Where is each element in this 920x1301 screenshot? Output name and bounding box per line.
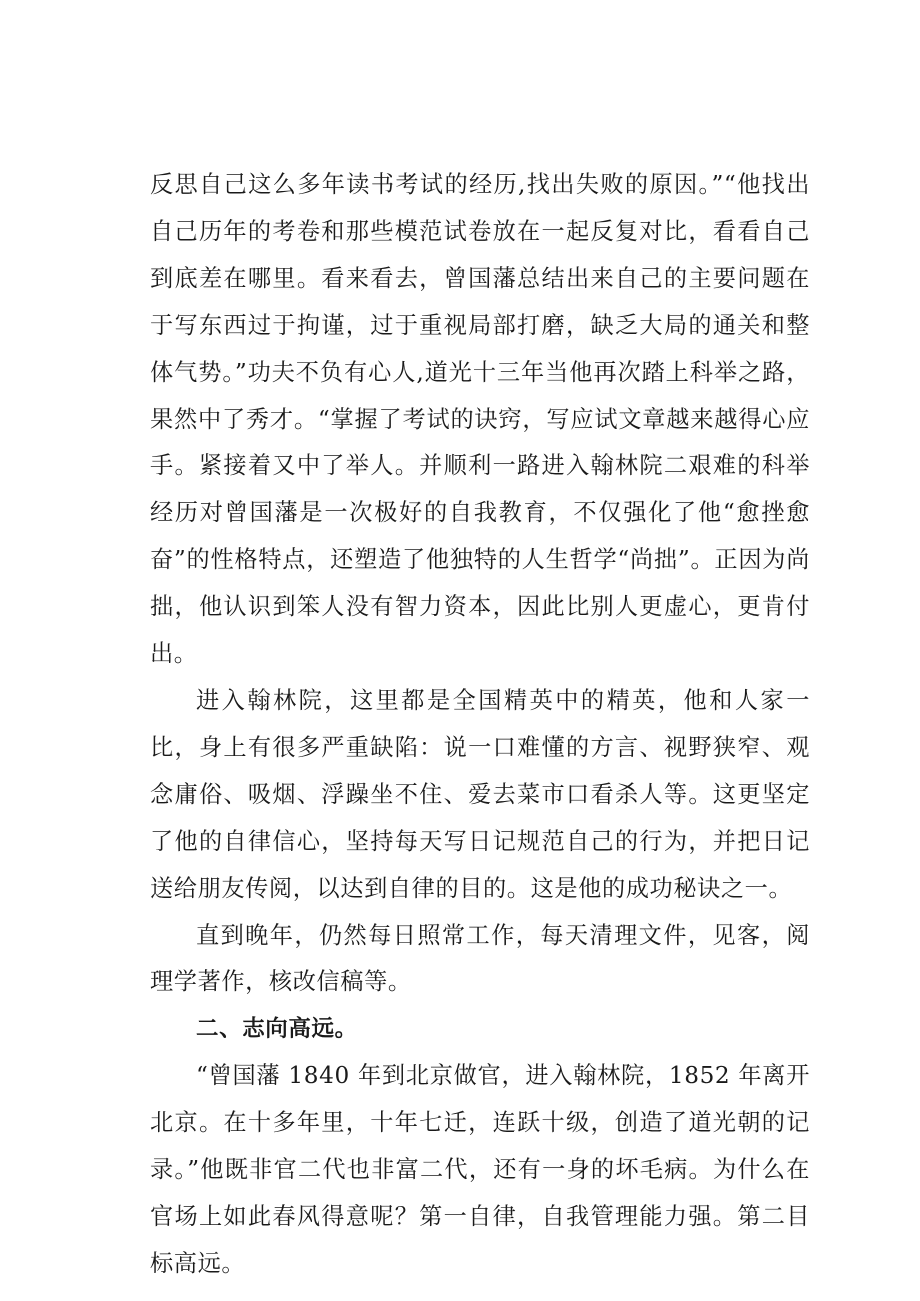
paragraph-4: “曾国藩 1840 年到北京做官，进入翰林院，1852 年离开北京。在十多年里，十年七迁，连跃十级，创造了道光朝的记录。”他既非官二代也非富二代，还有一身的坏毛病。为什么在官场上如此春风得意呢？第一自律，自我管理能力强。第二目标高远。	[150, 1062, 810, 1277]
paragraph-3: 直到晚年，仍然每日照常工作，每天清理文件，见客，阅理学著作，核改信稿等。	[150, 921, 810, 996]
section-heading: 二、志向高远。	[196, 1016, 358, 1043]
paragraph-2: 进入翰林院，这里都是全国精英中的精英，他和人家一比，身上有很多严重缺陷：说一口难懂的方言、视野狭窄、观念庸俗、吸烟、浮躁坐不住、爱去菜市口看杀人等。这更坚定了他的自律信心，坚持每天写日记规范自己的行为，并把日记送给朋友传阅，以达到自律的目的。这是他的成功秘诀之一。	[150, 686, 810, 902]
document-body	[150, 162, 810, 1288]
paragraph-1: 反思自己这么多年读书考试的经历,找出失败的原因。”“他找出自己历年的考卷和那些模范试卷放在一起反复对比，看看自己到底差在哪里。看来看去，曾国藩总结出来自己的主要问题在于写东西过于拘谨，过于重视局部打磨，缺乏大局的通关和整体气势。”功夫不负有心人,道光十三年当他再次踏上科举之路，果然中了秀才。“掌握了考试的诀窍，写应试文章越来越得心应手。紧接着又中了举人。并顺利一路进入翰林院二艰难的科举经历对曾国藩是一次极好的自我教育，不仅强化了他“愈挫愈奋”的性格特点，还塑造了他独特的人生哲学“尚拙”。正因为尚拙，他认识到笨人没有智力资本，因此比别人更虚心，更肯付出。	[150, 171, 810, 668]
